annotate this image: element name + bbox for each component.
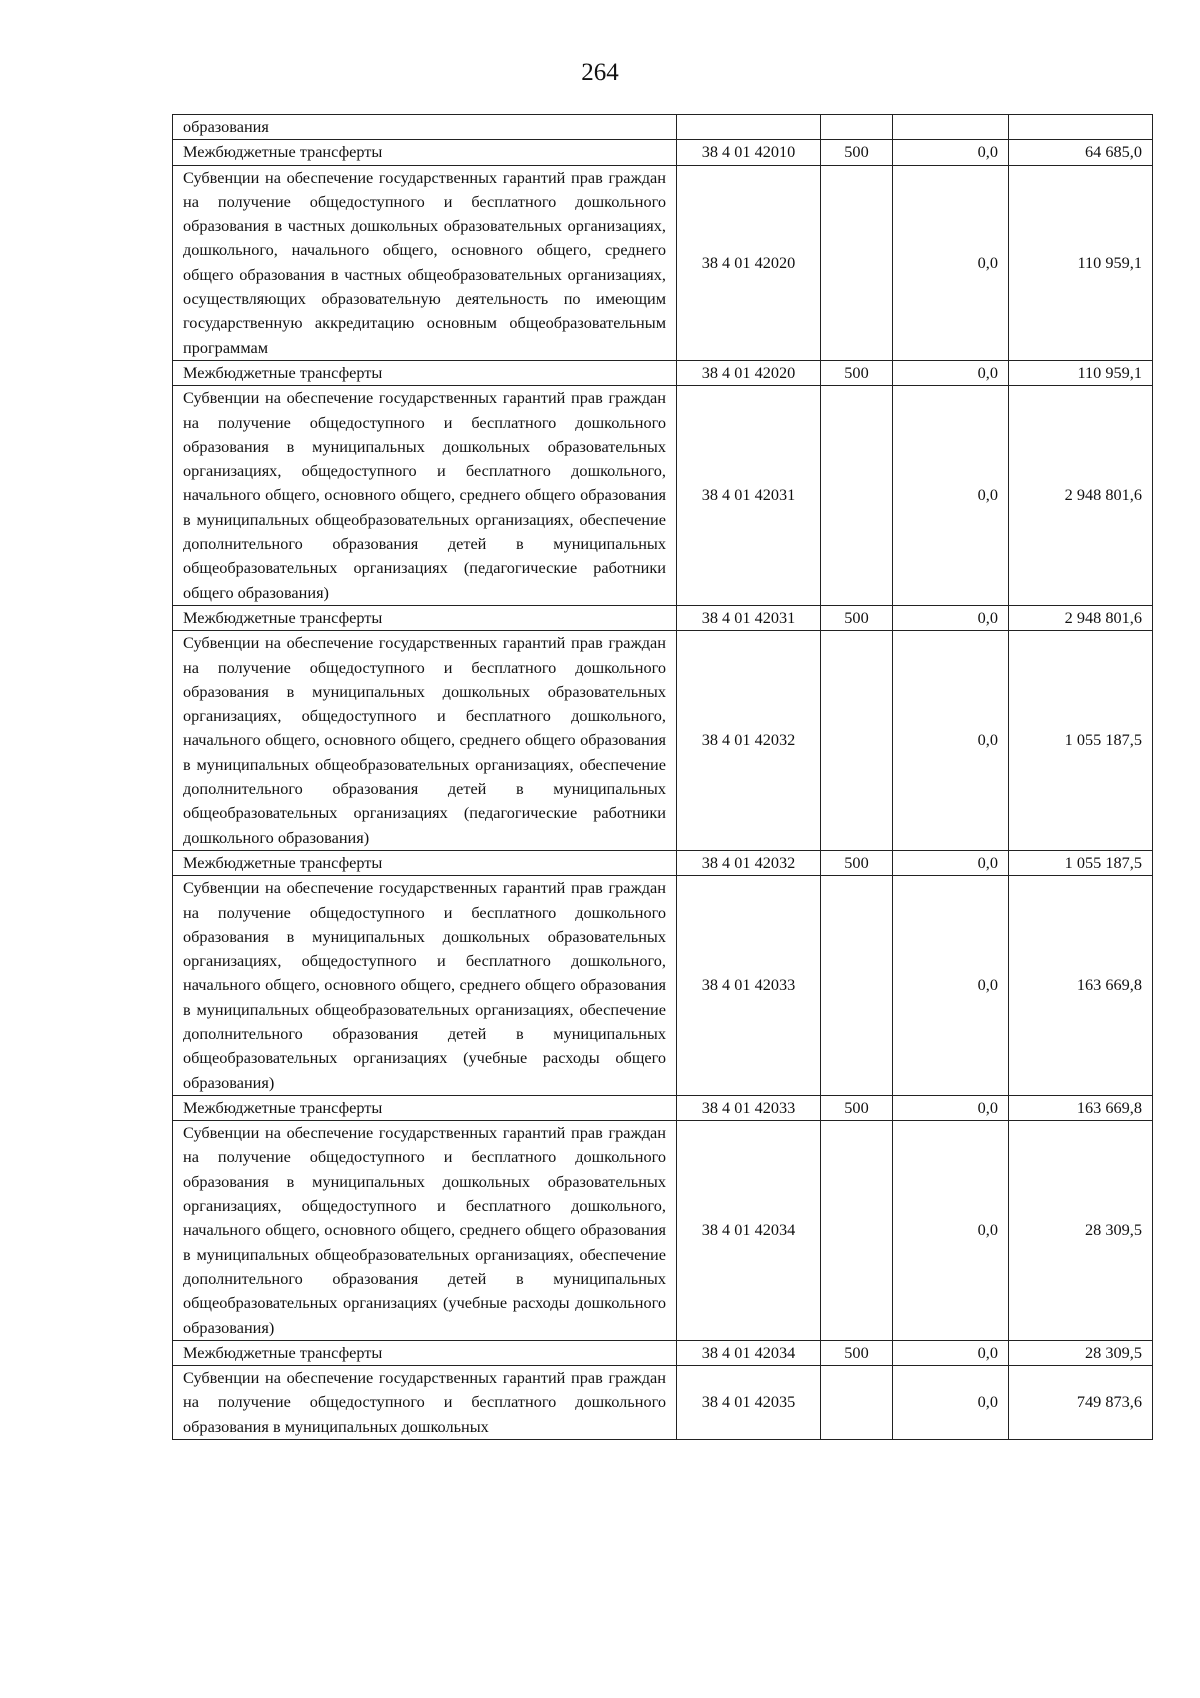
row-name: Межбюджетные трансферты: [173, 1095, 677, 1120]
row-amount-2: 749 873,6: [1009, 1366, 1153, 1440]
row-target-code: 38 4 01 42020: [677, 360, 821, 385]
table-row: [173, 850, 1153, 875]
row-amount-2: 2 948 801,6: [1009, 605, 1153, 630]
row-amount-2: 28 309,5: [1009, 1121, 1153, 1341]
table-row: [173, 165, 1153, 360]
table-row: [173, 360, 1153, 385]
row-amount-1: 0,0: [893, 876, 1009, 1096]
row-name: Межбюджетные трансферты: [173, 360, 677, 385]
row-amount-1: 0,0: [893, 165, 1009, 360]
row-expense-type: 500: [821, 140, 893, 165]
row-name: Субвенции на обеспечение государственных гарантий прав граждан на получение общедоступного и бесплатного дошкольного образования в частных дошкольных образовательных организациях, дошкольного, начального общего, основного общего, среднего общего образования в частных общеобразовательных организациях, осуществляющих образовательную деятельность по имеющим государственную аккредитацию основным общеобразовательным программам: [173, 165, 677, 360]
row-target-code: [677, 115, 821, 140]
row-name: Межбюджетные трансферты: [173, 605, 677, 630]
row-target-code: 38 4 01 42031: [677, 605, 821, 630]
table-row: [173, 605, 1153, 630]
row-name: Межбюджетные трансферты: [173, 850, 677, 875]
row-amount-1: 0,0: [893, 140, 1009, 165]
row-amount-2: 163 669,8: [1009, 1095, 1153, 1120]
row-amount-1: 0,0: [893, 1340, 1009, 1365]
table-row: [173, 140, 1153, 165]
row-amount-1: [893, 115, 1009, 140]
table-row: [173, 115, 1153, 140]
row-expense-type: 500: [821, 850, 893, 875]
row-expense-type: 500: [821, 1340, 893, 1365]
row-expense-type: [821, 1121, 893, 1341]
row-expense-type: 500: [821, 605, 893, 630]
row-amount-2: 110 959,1: [1009, 165, 1153, 360]
row-target-code: 38 4 01 42031: [677, 386, 821, 606]
row-amount-2: 163 669,8: [1009, 876, 1153, 1096]
row-target-code: 38 4 01 42033: [677, 1095, 821, 1120]
row-amount-2: 1 055 187,5: [1009, 850, 1153, 875]
row-amount-1: 0,0: [893, 631, 1009, 851]
table-row: [173, 876, 1153, 1096]
row-name: Субвенции на обеспечение государственных гарантий прав граждан на получение общедоступного и бесплатного дошкольного образования в муниципальных дошкольных образовательных организациях, общедоступного и бесплатного дошкольного, начального общего, основного общего, среднего общего образования в муниципальных общеобразовательных организациях, обеспечение дополнительного образования детей в муниципальных общеобразовательных организациях (педагогические работники дошкольного образования): [173, 631, 677, 851]
table-row: [173, 631, 1153, 851]
row-expense-type: [821, 1366, 893, 1440]
row-amount-2: [1009, 115, 1153, 140]
row-expense-type: 500: [821, 360, 893, 385]
row-target-code: 38 4 01 42010: [677, 140, 821, 165]
row-name: Субвенции на обеспечение государственных гарантий прав граждан на получение общедоступного и бесплатного дошкольного образования в муниципальных дошкольных образовательных организациях, общедоступного и бесплатного дошкольного, начального общего, основного общего, среднего общего образования в муниципальных общеобразовательных организациях, обеспечение дополнительного образования детей в муниципальных общеобразовательных организациях (учебные расходы общего образования): [173, 876, 677, 1096]
table-row: [173, 1121, 1153, 1341]
row-amount-1: 0,0: [893, 386, 1009, 606]
row-name: Субвенции на обеспечение государственных гарантий прав граждан на получение общедоступного и бесплатного дошкольного образования в муниципальных дошкольных образовательных организациях, общедоступного и бесплатного дошкольного, начального общего, основного общего, среднего общего образования в муниципальных общеобразовательных организациях, обеспечение дополнительного образования детей в муниципальных общеобразовательных организациях (учебные расходы дошкольного образования): [173, 1121, 677, 1341]
row-expense-type: 500: [821, 1095, 893, 1120]
row-amount-1: 0,0: [893, 850, 1009, 875]
row-name: Субвенции на обеспечение государственных гарантий прав граждан на получение общедоступного и бесплатного дошкольного образования в муниципальных дошкольных образовательных организациях, общедоступного и бесплатного дошкольного, начального общего, основного общего, среднего общего образования в муниципальных общеобразовательных организациях, обеспечение дополнительного образования детей в муниципальных общеобразовательных организациях (педагогические работники общего образования): [173, 386, 677, 606]
row-target-code: 38 4 01 42034: [677, 1340, 821, 1365]
row-amount-1: 0,0: [893, 1366, 1009, 1440]
row-target-code: 38 4 01 42035: [677, 1366, 821, 1440]
row-amount-2: 64 685,0: [1009, 140, 1153, 165]
table-row: [173, 1366, 1153, 1440]
table-row: [173, 1340, 1153, 1365]
row-name: образования: [173, 115, 677, 140]
table-row: [173, 386, 1153, 606]
row-amount-1: 0,0: [893, 1095, 1009, 1120]
row-target-code: 38 4 01 42032: [677, 850, 821, 875]
row-amount-1: 0,0: [893, 1121, 1009, 1341]
row-target-code: 38 4 01 42020: [677, 165, 821, 360]
row-target-code: 38 4 01 42033: [677, 876, 821, 1096]
row-name: Межбюджетные трансферты: [173, 1340, 677, 1365]
row-name: Субвенции на обеспечение государственных гарантий прав граждан на получение общедоступного и бесплатного дошкольного образования в муниципальных дошкольных: [173, 1366, 677, 1440]
row-name: Межбюджетные трансферты: [173, 140, 677, 165]
row-amount-2: 1 055 187,5: [1009, 631, 1153, 851]
table-row: [173, 1095, 1153, 1120]
page-number: 264: [581, 59, 619, 86]
row-target-code: 38 4 01 42032: [677, 631, 821, 851]
row-amount-1: 0,0: [893, 360, 1009, 385]
row-amount-2: 2 948 801,6: [1009, 386, 1153, 606]
budget-table: [172, 114, 1153, 1440]
row-expense-type: [821, 165, 893, 360]
row-amount-2: 28 309,5: [1009, 1340, 1153, 1365]
row-target-code: 38 4 01 42034: [677, 1121, 821, 1341]
row-amount-2: 110 959,1: [1009, 360, 1153, 385]
row-expense-type: [821, 631, 893, 851]
row-amount-1: 0,0: [893, 605, 1009, 630]
row-expense-type: [821, 876, 893, 1096]
row-expense-type: [821, 115, 893, 140]
row-expense-type: [821, 386, 893, 606]
